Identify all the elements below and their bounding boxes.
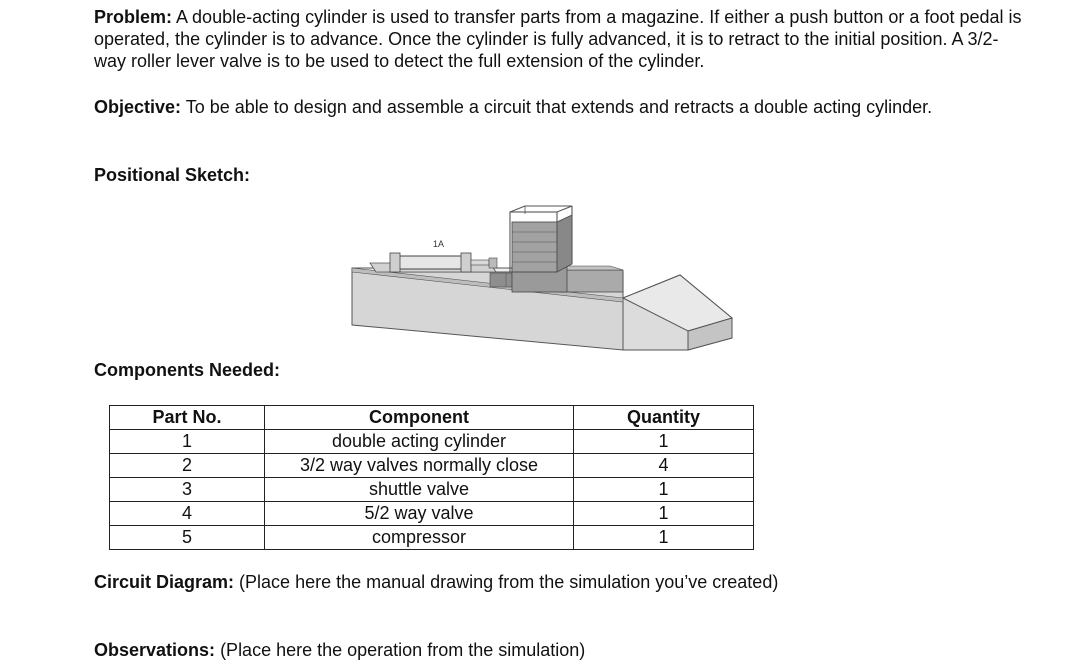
objective-paragraph <box>94 96 1024 118</box>
objective-label: Objective: <box>94 97 182 117</box>
table-row <box>110 454 754 478</box>
observations-label: Observations: <box>94 640 216 660</box>
cell-part-no: 1 <box>110 430 265 454</box>
circuit-diagram-text: (Place here the manual drawing from the simulation you’ve created) <box>239 572 779 592</box>
col-header-component: Component <box>265 406 574 430</box>
cell-quantity: 4 <box>574 454 754 478</box>
table-row <box>110 502 754 526</box>
objective-text: To be able to design and assemble a circuit that extends and retracts a double acting cylinder. <box>185 97 933 117</box>
cell-component: compressor <box>265 526 574 550</box>
circuit-diagram-paragraph <box>94 571 1024 593</box>
problem-label: Problem: <box>94 7 173 27</box>
cell-quantity: 1 <box>574 502 754 526</box>
positional-sketch-image <box>340 200 740 360</box>
table-row <box>110 430 754 454</box>
cell-component: shuttle valve <box>265 478 574 502</box>
observations-text: (Place here the operation from the simulation) <box>220 640 586 660</box>
observations-paragraph <box>94 639 1024 661</box>
cell-part-no: 2 <box>110 454 265 478</box>
label-1a: 1A <box>433 239 445 249</box>
cell-part-no: 3 <box>110 478 265 502</box>
table-header-row <box>110 406 754 430</box>
cell-quantity: 1 <box>574 526 754 550</box>
circuit-diagram-label: Circuit Diagram: <box>94 572 235 592</box>
col-header-part-no: Part No. <box>110 406 265 430</box>
components-heading: Components Needed: <box>94 360 281 380</box>
cell-quantity: 1 <box>574 478 754 502</box>
cell-quantity: 1 <box>574 430 754 454</box>
table-row <box>110 478 754 502</box>
positional-sketch-heading: Positional Sketch: <box>94 165 251 185</box>
cell-part-no: 5 <box>110 526 265 550</box>
components-table <box>109 405 754 550</box>
cell-part-no: 4 <box>110 502 265 526</box>
cell-component: 5/2 way valve <box>265 502 574 526</box>
problem-text: A double-acting cylinder is used to transfer parts from a magazine. If either a push button or a foot pedal is operated, the cylinder is to advance. Once the cylinder is fully advanced, it is to retract to the initial position. A 3/2-way roller lever valve is to be used to detect the full extension of the cylinder. <box>94 7 1022 71</box>
problem-paragraph <box>94 6 1024 72</box>
cell-component: 3/2 way valves normally close <box>265 454 574 478</box>
table-row <box>110 526 754 550</box>
cell-component: double acting cylinder <box>265 430 574 454</box>
col-header-quantity: Quantity <box>574 406 754 430</box>
